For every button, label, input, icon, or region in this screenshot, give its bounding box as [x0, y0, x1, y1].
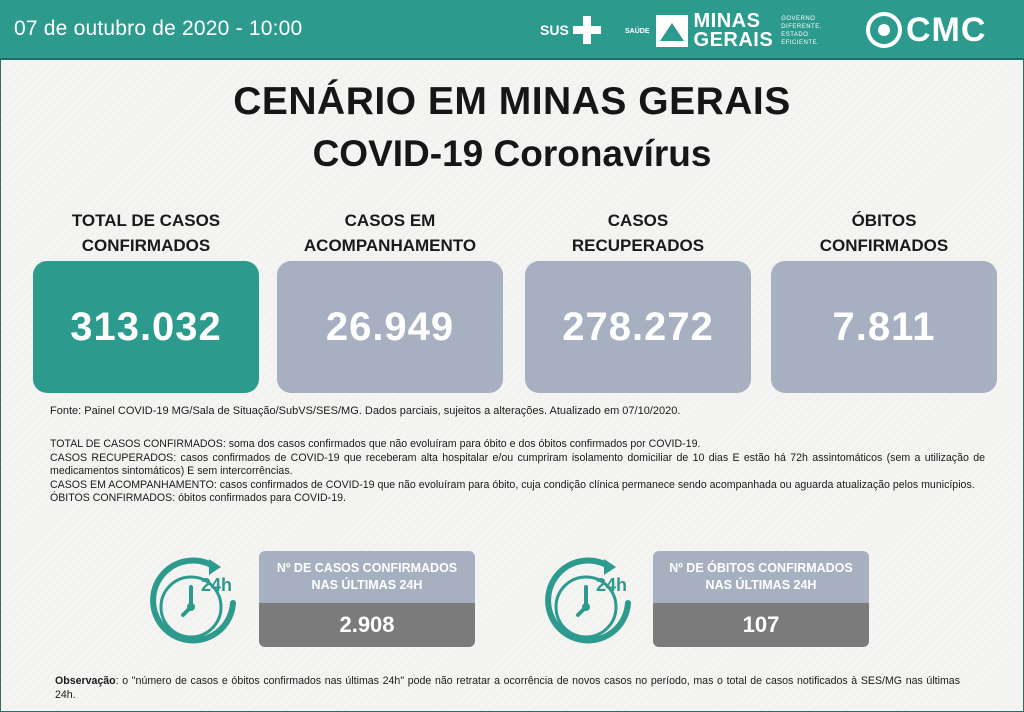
stat-label: CASOS EM ACOMPANHAMENTO	[303, 211, 477, 255]
cmc-label: CMC	[906, 10, 987, 49]
mg-tagline	[781, 15, 822, 47]
mg-name-line1: MINAS	[693, 10, 761, 32]
definition-item: CASOS RECUPERADOS: casos confirmados de COVID-19 que receberam alta hospitalar e/ou cumpriram isolamento domiciliar de 10 dias E estão há 72h assintomáticos (sem a utilização de medicamentos sintomáticos) E sem intercorrências.	[50, 451, 985, 477]
mg-tag-2: DIFERENTE.	[781, 24, 822, 30]
stat-recovered	[525, 205, 751, 349]
cmc-ring-icon	[866, 12, 902, 48]
mg-name-line2: GERAIS	[693, 29, 774, 51]
definition-item: CASOS EM ACOMPANHAMENTO: casos confirmados de COVID-19 que não evoluíram para óbito, cuja condição clínica permanece sendo acompanhada ou aguarda atualização pelos municípios.	[50, 478, 975, 491]
report-date: 07 de outubro de 2020 - 10:00	[14, 17, 303, 40]
mg-tag-3: ESTADO	[781, 32, 809, 38]
stat-value: 7.811	[771, 261, 997, 393]
mg-tag-4: EFICIENTE.	[781, 40, 820, 46]
deaths-24h-label: Nº DE ÓBITOS CONFIRMADOS NAS ÚLTIMAS 24H	[653, 551, 869, 603]
definitions	[50, 438, 985, 506]
cases-24h-value: 2.908	[259, 603, 475, 647]
mg-saude-label: SAÚDE	[625, 27, 650, 35]
header-bar	[0, 0, 1024, 60]
stat-value: 26.949	[277, 261, 503, 393]
clock-24h-icon	[145, 553, 241, 649]
cases-24h-panel	[259, 551, 475, 647]
deaths-24h-panel	[653, 551, 869, 647]
observation-text: : o "número de casos e óbitos confirmados nas últimas 24h" pode não retratar a ocorrência de novos casos no período, mas o total de casos notificados à SES/MG nas últimas 24h.	[55, 675, 960, 701]
observation-note	[55, 674, 960, 702]
definition-item: ÓBITOS CONFIRMADOS: óbitos confirmados para COVID-19.	[50, 492, 346, 504]
cmc-logo	[866, 10, 986, 50]
stat-in-follow-up	[277, 205, 503, 349]
data-source-note: Fonte: Painel COVID-19 MG/Sala de Situação/SubVS/SES/MG. Dados parciais, sujeitos a alterações. Atualizado em 07/10/2020.	[50, 405, 681, 417]
stat-label: TOTAL DE CASOS CONFIRMADOS	[71, 211, 221, 255]
page-title: CENÁRIO EM MINAS GERAIS	[233, 80, 791, 123]
sus-logo	[540, 13, 601, 47]
stat-value: 278.272	[525, 261, 751, 393]
clock-24h-text: 24h	[201, 575, 233, 595]
cases-24h-label: Nº DE CASOS CONFIRMADOS NAS ÚLTIMAS 24H	[259, 551, 475, 603]
clock-24h-text: 24h	[596, 575, 628, 595]
page-subtitle: COVID-19 Coronavírus	[312, 133, 712, 174]
stat-label: ÓBITOS CONFIRMADOS	[819, 211, 949, 255]
observation-label: Observação	[55, 675, 116, 687]
deaths-24h-value: 107	[653, 603, 869, 647]
stat-total-confirmed	[33, 205, 259, 349]
mountain-icon	[656, 15, 688, 47]
minas-gerais-logo	[625, 10, 822, 52]
sus-label: SUS	[540, 22, 569, 38]
stat-label: CASOS RECUPERADOS	[571, 211, 705, 255]
health-cross-icon	[573, 16, 601, 44]
mg-tag-1: GOVERNO	[781, 16, 816, 22]
stat-deaths	[771, 205, 997, 349]
definition-item: TOTAL DE CASOS CONFIRMADOS: soma dos casos confirmados que não evoluíram para óbito e dos óbitos confirmados por COVID-19.	[50, 438, 701, 450]
clock-24h-icon	[540, 553, 636, 649]
stat-value: 313.032	[33, 261, 259, 393]
mg-name	[694, 12, 774, 50]
